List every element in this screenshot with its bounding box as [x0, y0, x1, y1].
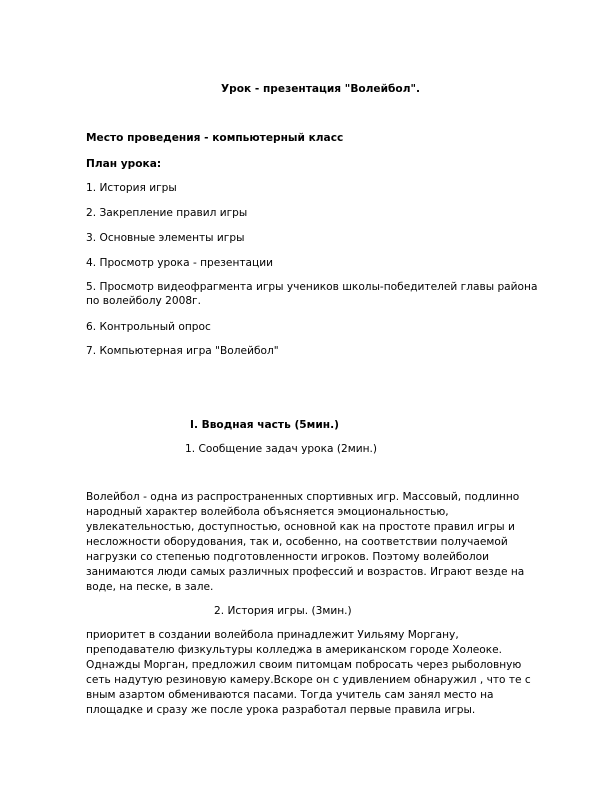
- plan-item: 5. Просмотр видеофрагмента игры учеников школы-победителей главы района: [86, 281, 538, 293]
- paragraph-line: нагрузки со степенью подготовленности игроков. Поэтому волейболои: [86, 551, 490, 563]
- history-paragraph: [86, 628, 556, 718]
- paragraph-line: занимаются люди самых различных профессий и возрастов. Играют везде на: [86, 566, 525, 578]
- paragraph-line: Однажды Морган, предложил своим питомцам побросать через рыболовную: [86, 659, 522, 671]
- paragraph-line: несложности оборудования, так и, особенно, на соответствии получаемой: [86, 536, 508, 548]
- document-title: Урок - презентация "Волейбол".: [221, 83, 421, 95]
- plan-item: 2. Закрепление правил игры: [86, 207, 248, 219]
- paragraph-line: вным азартом обмениваются пасами. Тогда учитель сам занял место на: [86, 689, 494, 701]
- plan-item: 1. История игры: [86, 182, 177, 194]
- section1-heading: I. Вводная часть (5мин.): [190, 419, 339, 431]
- plan-item: 4. Просмотр урока - презентации: [86, 257, 274, 269]
- paragraph-line: площадке и сразу же после урока разработал первые правила игры.: [86, 704, 476, 716]
- plan-item: 6. Контрольный опрос: [86, 321, 211, 333]
- paragraph-line: Волейбол - одна из распространенных спортивных игр. Массовый, подлинно: [86, 491, 520, 503]
- plan-heading: План урока:: [86, 158, 162, 170]
- plan-item: 7. Компьютерная игра "Волейбол": [86, 345, 279, 357]
- paragraph-line: воде, на песке, в зале.: [86, 581, 214, 593]
- paragraph-line: сеть надутую резиновую камеру.Вскоре он с удивлением обнаружил , что те с: [86, 674, 531, 686]
- paragraph-line: приоритет в создании волейбола принадлежит Уильяму Моргану,: [86, 629, 459, 641]
- paragraph-line: преподавателю физкультуры колледжа в американском городе Холеоке.: [86, 644, 503, 656]
- section1-subheading: 1. Сообщение задач урока (2мин.): [185, 443, 378, 455]
- paragraph-line: народный характер волейбола объясняется эмоциональностью,: [86, 506, 449, 518]
- plan-item: 3. Основные элементы игры: [86, 232, 245, 244]
- plan-item: по волейболу 2008г.: [86, 295, 201, 307]
- venue-line: Место проведения - компьютерный класс: [86, 132, 344, 144]
- intro-paragraph: [86, 490, 556, 595]
- section2-subheading: 2. История игры. (3мин.): [214, 605, 352, 617]
- paragraph-line: увлекательностью, доступностью, основной как на простоте правил игры и: [86, 521, 515, 533]
